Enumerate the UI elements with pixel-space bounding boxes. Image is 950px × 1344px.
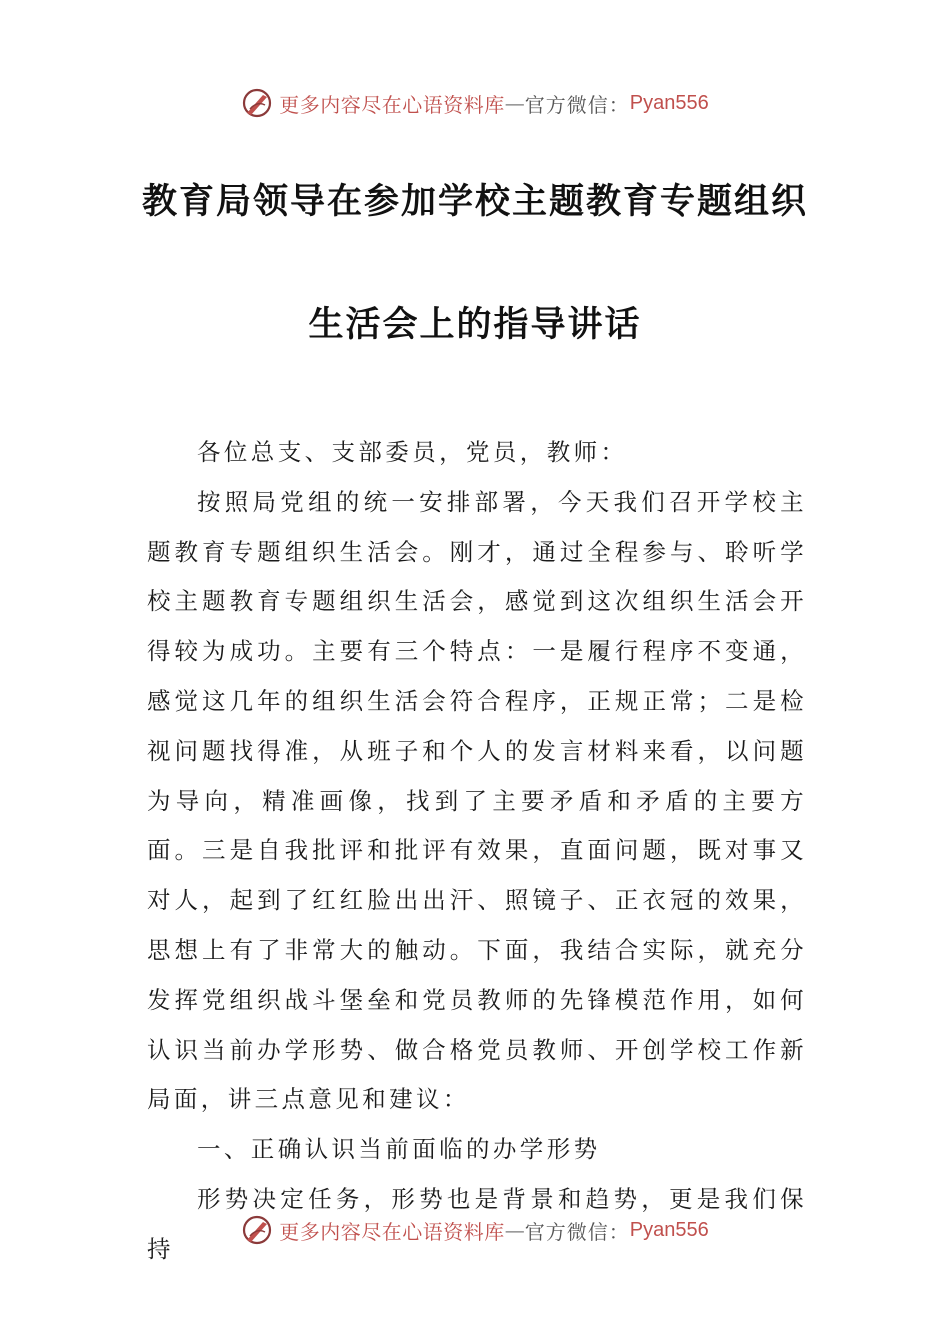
- watermark-separator: —: [504, 91, 525, 115]
- body-paragraph: 按照局党组的统一安排部署，今天我们召开学校主题教育专题组织生活会。刚才，通过全程参与、聆听学校主题教育专题组织生活会，感觉到这次组织生活会开得较为成功。主要有三个特点：一是履行程序不变通，感觉这几年的组织生活会符合程序，正规正常；二是检视问题找得准，从班子和个人的发言材料来看，以问题为导向，精准画像，找到了主要矛盾和矛盾的主要方面。三是自我批评和批评有效果，直面问题，既对事又对人，起到了红红脸出出汗、照镜子、正衣冠的效果，思想上有了非常大的触动。下面，我结合实际，就充分发挥党组织战斗堡垒和党员教师的先锋模范作用，如何认识当前办学形势、做合格党员教师、开创学校工作新局面，讲三点意见和建议：: [147, 487, 807, 1114]
- watermark-handle: Pyan556: [629, 1218, 709, 1241]
- header-watermark: [0, 83, 950, 123]
- body-paragraph: 形势决定任务，形势也是背景和趋势，更是我们保持: [147, 1184, 807, 1263]
- watermark-official: 官方微信：: [524, 92, 630, 117]
- document-body: [147, 428, 807, 1275]
- watermark-official: 官方微信：: [524, 1219, 630, 1244]
- section-heading: 一、正确认识当前面临的办学形势: [197, 1135, 601, 1164]
- watermark-handle: Pyan556: [629, 91, 709, 114]
- document-title-line1: 教育局领导在参加学校主题教育专题组织: [141, 182, 808, 222]
- salutation-paragraph: 各位总支、支部委员，党员，教师：: [197, 438, 628, 466]
- footer-watermark: [0, 1210, 950, 1250]
- watermark-brand: 更多内容尽在心语资料库: [279, 1219, 505, 1244]
- document-title-line2: 生活会上的指导讲话: [308, 305, 642, 345]
- pen-circle-logo-icon: [241, 1214, 273, 1246]
- watermark-separator: —: [504, 1218, 525, 1242]
- watermark-brand: 更多内容尽在心语资料库: [279, 92, 505, 117]
- pen-circle-logo-icon: [241, 87, 273, 119]
